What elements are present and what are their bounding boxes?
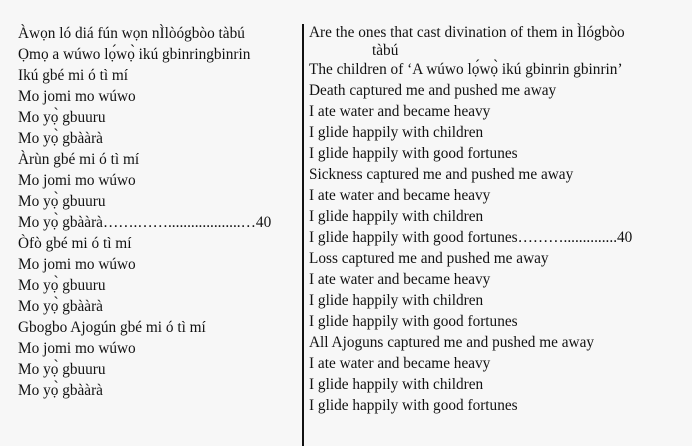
english-line-15: All Ajoguns captured me and pushed me away [309, 334, 595, 351]
english-line-16: I ate water and became heavy [309, 355, 491, 372]
yoruba-line-16: Mo jomi mo wúwo [18, 340, 136, 357]
column-divider [302, 24, 304, 446]
yoruba-line-12: Mo jomi mo wúwo [18, 256, 136, 273]
english-line-18: I glide happily with good fortunes [309, 397, 518, 414]
yoruba-line-2: Ọmọ a wúwo lọ́wọ̀ ikú gbinringbinrin [18, 46, 251, 63]
english-line-12: I ate water and became heavy [309, 271, 491, 288]
yoruba-text-column [18, 23, 296, 401]
english-line-1: Are the ones that cast divination of them in Ìlógbòo [309, 24, 625, 41]
yoruba-line-15: Gbogbo Ajogún gbé mi ó tì mí [18, 319, 206, 336]
yoruba-line-4: Mo jomi mo wúwo [18, 88, 136, 105]
english-line-11: Loss captured me and pushed me away [309, 250, 549, 267]
yoruba-line-11: Òfò gbé mi ó tì mí [18, 235, 132, 252]
english-line-4: I ate water and became heavy [309, 103, 491, 120]
yoruba-line-10: Mo yọ̀ gbààrà…….……...................…40 [18, 214, 272, 231]
english-line-7: Sickness captured me and pushed me away [309, 166, 574, 183]
yoruba-line-6: Mo yọ̀ gbààrà [18, 130, 103, 147]
english-line-9: I glide happily with children [309, 208, 484, 225]
english-line-14: I glide happily with good fortunes [309, 313, 518, 330]
yoruba-line-18: Mo yọ̀ gbààrà [18, 382, 103, 399]
yoruba-line-3: Ikú gbé mi ó tì mí [18, 67, 129, 84]
yoruba-line-5: Mo yọ̀ gbuuru [18, 109, 106, 126]
english-line-3: Death captured me and pushed me away [309, 82, 557, 99]
english-line-8: I ate water and became heavy [309, 187, 491, 204]
english-line-13: I glide happily with children [309, 292, 484, 309]
yoruba-line-1: Àwọn ló diá fún wọn nÌlòógbòo tàbú [18, 25, 245, 42]
english-line-5: I glide happily with children [309, 124, 484, 141]
yoruba-line-9: Mo yọ̀ gbuuru [18, 193, 106, 210]
english-line-1-continuation: tàbú [372, 42, 399, 59]
yoruba-line-7: Àrùn gbé mi ó tì mí [18, 151, 140, 168]
yoruba-line-14: Mo yọ̀ gbààrà [18, 298, 103, 315]
english-line-6: I glide happily with good fortunes [309, 145, 518, 162]
english-line-17: I glide happily with children [309, 376, 484, 393]
english-translation-column [309, 23, 681, 416]
yoruba-line-13: Mo yọ̀ gbuuru [18, 277, 106, 294]
english-line-2: The children of ‘A wúwo lọ́wọ̀ ikú gbinrin gbinrin’ [309, 61, 623, 78]
yoruba-line-8: Mo jomi mo wúwo [18, 172, 136, 189]
yoruba-line-17: Mo yọ̀ gbuuru [18, 361, 106, 378]
english-line-10: I glide happily with good fortunes………..............40 [309, 229, 633, 246]
